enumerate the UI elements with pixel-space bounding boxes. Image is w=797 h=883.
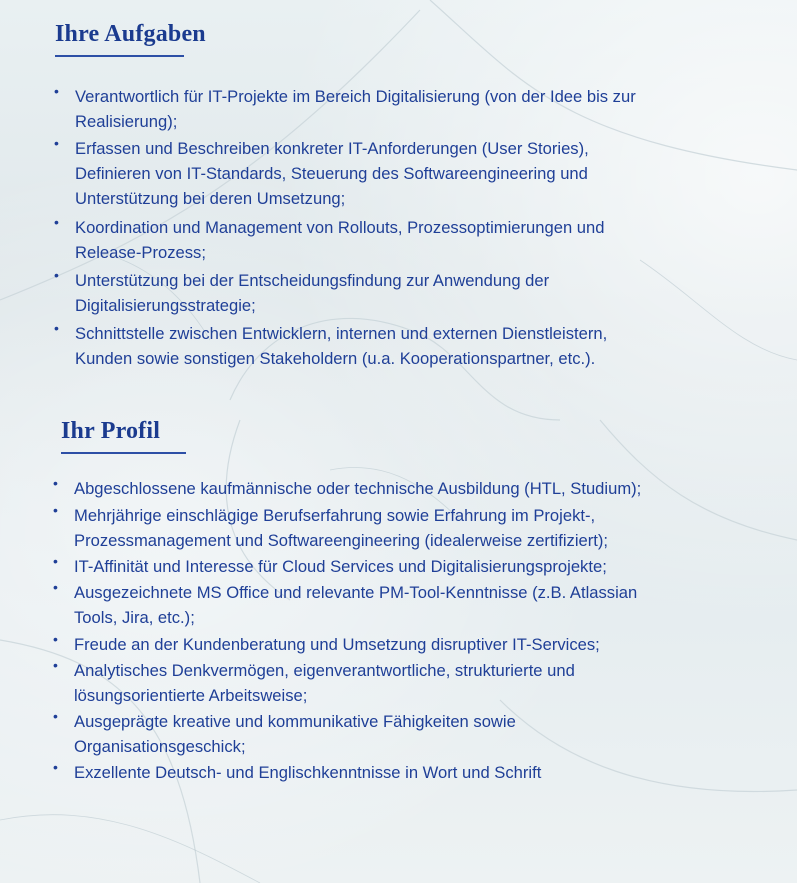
list-item-text: Unterstützung bei der Entscheidungsfindung zur Anwendung der Digitalisierungsstrategie; <box>75 271 550 315</box>
list-item <box>53 475 674 501</box>
bullet-dot-icon: • <box>53 631 58 647</box>
list-item <box>53 631 674 657</box>
list-item-text: Exzellente Deutsch- und Englischkenntnisse in Wort und Schrift <box>74 763 542 782</box>
title-underline <box>55 55 184 57</box>
bullet-dot-icon: • <box>53 657 58 673</box>
bullet-dot-icon: • <box>54 135 59 151</box>
list-item <box>53 759 674 785</box>
bullet-dot-icon: • <box>53 553 58 569</box>
list-item <box>53 553 674 579</box>
bullet-list <box>54 83 665 371</box>
bullet-dot-icon: • <box>53 502 58 518</box>
bullet-dot-icon: • <box>53 759 58 775</box>
list-item <box>53 657 674 708</box>
bullet-dot-icon: • <box>54 214 59 230</box>
bullet-dot-icon: • <box>54 267 59 283</box>
list-item-text: Analytisches Denkvermögen, eigenverantwortliche, strukturierte und lösungsorientierte Arbeitsweise; <box>74 661 575 705</box>
bullet-list <box>53 475 674 785</box>
list-item <box>53 502 674 553</box>
list-item-text: Schnittstelle zwischen Entwicklern, internen und externen Dienstleistern, Kunden sowie sonstigen Stakeholdern (u.a. Kooperationspartner, etc.). <box>75 324 608 368</box>
bullet-dot-icon: • <box>53 579 58 595</box>
list-item-text: Verantwortlich für IT-Projekte im Bereich Digitalisierung (von der Idee bis zur Realisierung); <box>75 87 636 131</box>
list-item-text: IT-Affinität und Interesse für Cloud Services und Digitalisierungsprojekte; <box>74 557 607 576</box>
list-item-text: Ausgezeichnete MS Office und relevante PM-Tool-Kenntnisse (z.B. Atlassian Tools, Jira, etc.); <box>74 583 638 627</box>
section-title: Ihr Profil <box>61 418 161 444</box>
title-underline <box>61 452 186 454</box>
bullet-dot-icon: • <box>53 708 58 724</box>
bullet-dot-icon: • <box>53 475 58 491</box>
list-item <box>54 267 665 318</box>
list-item-text: Koordination und Management von Rollouts, Prozessoptimierungen und Release-Prozess; <box>75 218 605 262</box>
bullet-dot-icon: • <box>54 83 59 99</box>
list-item <box>53 579 674 630</box>
section-title: Ihre Aufgaben <box>55 21 206 47</box>
list-item <box>54 83 665 134</box>
list-item-text: Erfassen und Beschreiben konkreter IT-Anforderungen (User Stories), Definieren von IT-Standards, Steuerung des Softwareengineering und Unterstützung bei deren Umsetzung; <box>75 139 589 208</box>
list-item-text: Freude an der Kundenberatung und Umsetzung disruptiver IT-Services; <box>74 635 600 654</box>
list-item <box>54 320 665 371</box>
list-item <box>54 214 665 265</box>
list-item-text: Ausgeprägte kreative und kommunikative Fähigkeiten sowie Organisationsgeschick; <box>74 712 516 756</box>
list-item-text: Mehrjährige einschlägige Berufserfahrung sowie Erfahrung im Projekt-, Prozessmanagement und Softwareengineering (idealerweise zertifiziert); <box>74 506 609 550</box>
bullet-dot-icon: • <box>54 320 59 336</box>
list-item <box>54 135 665 211</box>
list-item-text: Abgeschlossene kaufmännische oder technische Ausbildung (HTL, Studium); <box>74 479 642 498</box>
list-item <box>53 708 674 759</box>
